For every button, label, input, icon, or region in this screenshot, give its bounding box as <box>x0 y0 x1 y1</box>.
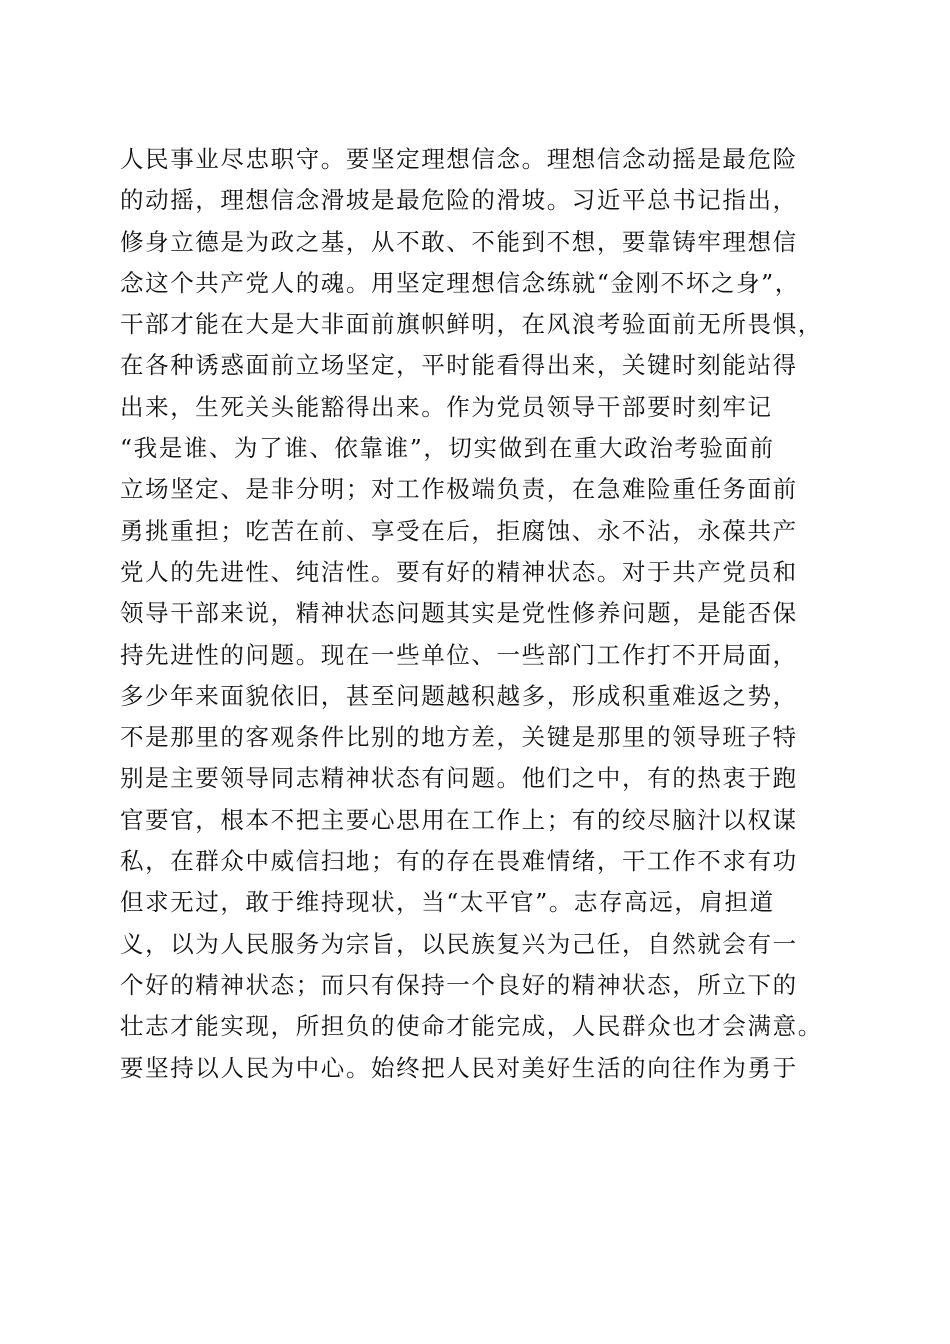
text-line: 要坚持以人民为中心。始终把人民对美好生活的向往作为勇于 <box>120 1053 798 1082</box>
text-line: 但求无过，敢于维持现状，当“太平官”。志存高远，肩担道 <box>120 888 775 917</box>
text-line: “我是谁、为了谁、依靠谁”，切实做到在重大政治考验面前 <box>120 434 775 463</box>
body-paragraph <box>120 139 840 1089</box>
text-line: 党人的先进性、纯洁性。要有好的精神状态。对于共产党员和 <box>120 557 798 586</box>
text-line: 壮志才能实现，所担负的使命才能完成，人民群众也才会满意。 <box>120 1012 823 1041</box>
text-line: 修身立德是为政之基，从不敢、不能到不想，要靠铸牢理想信 <box>120 227 798 256</box>
text-line: 的动摇，理想信念滑坡是最危险的滑坡。习近平总书记指出， <box>120 186 798 215</box>
text-line: 在各种诱惑面前立场坚定，平时能看得出来，关键时刻能站得 <box>120 351 798 380</box>
text-line: 个好的精神状态；而只有保持一个良好的精神状态，所立下的 <box>120 970 798 999</box>
text-line: 持先进性的问题。现在一些单位、一些部门工作打不开局面， <box>120 640 798 669</box>
text-line: 官要官，根本不把主要心思用在工作上；有的绞尽脑汁以权谋 <box>120 805 798 834</box>
text-line: 不是那里的客观条件比别的地方差，关键是那里的领导班子特 <box>120 723 798 752</box>
text-line: 别是主要领导同志精神状态有问题。他们之中，有的热衷于跑 <box>120 764 798 793</box>
text-line: 领导干部来说，精神状态问题其实是党性修养问题，是能否保 <box>120 599 798 628</box>
text-line: 人民事业尽忠职守。要坚定理想信念。理想信念动摇是最危险 <box>120 145 798 173</box>
text-line: 干部才能在大是大非面前旗帜鲜明，在风浪考验面前无所畏惧， <box>120 310 823 339</box>
text-line: 立场坚定、是非分明；对工作极端负责，在急难险重任务面前 <box>120 475 798 504</box>
text-line: 念这个共产党人的魂。用坚定理想信念练就“金刚不坏之身”， <box>120 268 800 297</box>
text-line: 出来，生死关头能豁得出来。作为党员领导干部要时刻牢记 <box>120 392 773 421</box>
text-line: 多少年来面貌依旧，甚至问题越积越多，形成积重难返之势， <box>120 681 798 710</box>
text-line: 勇挑重担；吃苦在前、享受在后，拒腐蚀、永不沾，永葆共产 <box>120 516 798 545</box>
text-line: 义，以为人民服务为宗旨，以民族复兴为己任，自然就会有一 <box>120 929 798 958</box>
text-line: 私，在群众中威信扫地；有的存在畏难情绪，干工作不求有功 <box>120 847 798 876</box>
